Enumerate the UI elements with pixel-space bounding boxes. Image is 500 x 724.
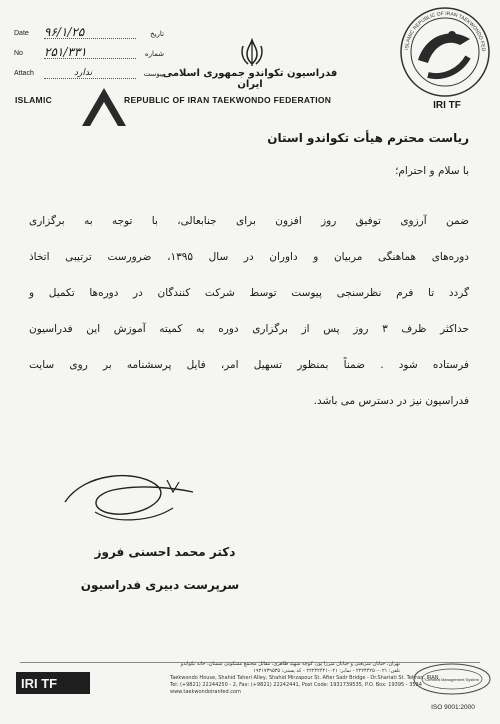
salutation: ریاست محترم هیأت تکواندو استان xyxy=(267,131,469,145)
body-line-1: ضمن آرزوی توفیق روز افزون برای جنابعالی، با توجه به برگزاری xyxy=(29,215,469,227)
federation-name-en-left: ISLAMIC xyxy=(15,95,53,105)
attach-label-en: Attach xyxy=(14,70,34,77)
certification-seal-icon xyxy=(412,662,492,696)
attach-label-fa: پیوست xyxy=(143,70,164,78)
federation-name-fa: فدراسیون تکواندو جمهوری اسلامی ایران xyxy=(162,68,338,90)
signer-name: دکتر محمد احسنی فروز xyxy=(94,545,236,559)
body-line-5: فرستاده شود . ضمناً بمنظور تسهیل امر، فایل پرسشنامه بر روی سایت xyxy=(29,359,469,371)
footer-logo-icon xyxy=(16,668,90,696)
number-row xyxy=(14,45,164,68)
footer-phone-en: Tel: (+9821) 22244250 - 2, Fax: (+9821) 22242441, Post Code: 1931739535, P.O. Box: 19395 - 3534 xyxy=(170,682,422,688)
number-value: ۲۵۱/۳۳۱ xyxy=(44,45,87,59)
greeting: با سلام و احترام؛ xyxy=(395,165,469,177)
date-row xyxy=(14,25,164,48)
federation-name-en-right: REPUBLIC OF IRAN TAEKWONDO FEDERATION xyxy=(124,95,332,105)
number-label-fa: شماره xyxy=(144,50,164,58)
cert-text: Certified Management System xyxy=(425,677,479,682)
body-line-6: فدراسیون نیز در دسترس می باشد. xyxy=(313,395,469,407)
date-value: ۹۶/۱/۲۵ xyxy=(44,25,85,39)
attach-value: ندارد xyxy=(74,68,93,78)
letter-meta xyxy=(14,25,164,88)
footer-web[interactable]: www.taekwondoiranfed.com xyxy=(170,689,241,695)
federation-logo-icon xyxy=(398,5,493,100)
footer-logo-label: IRI TF xyxy=(21,676,58,691)
footer-address-en: Taekwondo House, Shahid Taheri Alley, Shahid Mirzapour St. After Sadr Bridge - Dr.Shariati St. Tehran, IRAN xyxy=(170,675,439,681)
iso-label: ISO 9001:2000 xyxy=(431,704,475,711)
body-line-4: حداکثر ظرف ۳ روز پس از برگزاری دوره به کمیته آموزش این فدراسیون xyxy=(29,323,469,335)
iran-emblem-icon xyxy=(239,38,265,68)
date-label-fa: تاریخ xyxy=(150,30,164,38)
signature-image xyxy=(55,462,205,532)
date-label-en: Date xyxy=(14,30,29,37)
footer-address xyxy=(170,661,439,696)
attach-line xyxy=(44,78,136,79)
signer-title: سرپرست دبیری فدراسیون xyxy=(80,578,240,592)
footer-phone-fa: تلفن: ۰۲۱-۲۲۲۴۴۲۵۰ - نمابر: ۰۲۱-۲۲۲۴۲۴۴۱ - کد پستی: ۱۹۳۱۷۳۹۵۳۵ xyxy=(253,668,400,674)
body-line-3: گردد تا فرم نظرسنجی پیوست توسط شرکت کنندگان در دوره‌ها تکمیل و xyxy=(29,287,469,299)
chevron-emblem-icon xyxy=(78,82,130,130)
footer-address-fa: تهران، خیابان شریعتی و خیابان میرزا پور، کوچه شهید طاهری، مقابل مجتمع مسکونی سمنان، خانه تکواندو xyxy=(180,661,400,667)
body-line-2: دوره‌های هماهنگی مربیان و داوران در سال ۱۳۹۵، ضرورست ترتیبی اتخاذ xyxy=(29,251,469,263)
number-label-en: No xyxy=(14,50,23,57)
logo-label: IRI TF xyxy=(433,100,461,111)
logo-ring-text: ISLAMIC REPUBLIC OF IRAN TAEKWONDO FED xyxy=(404,10,487,52)
